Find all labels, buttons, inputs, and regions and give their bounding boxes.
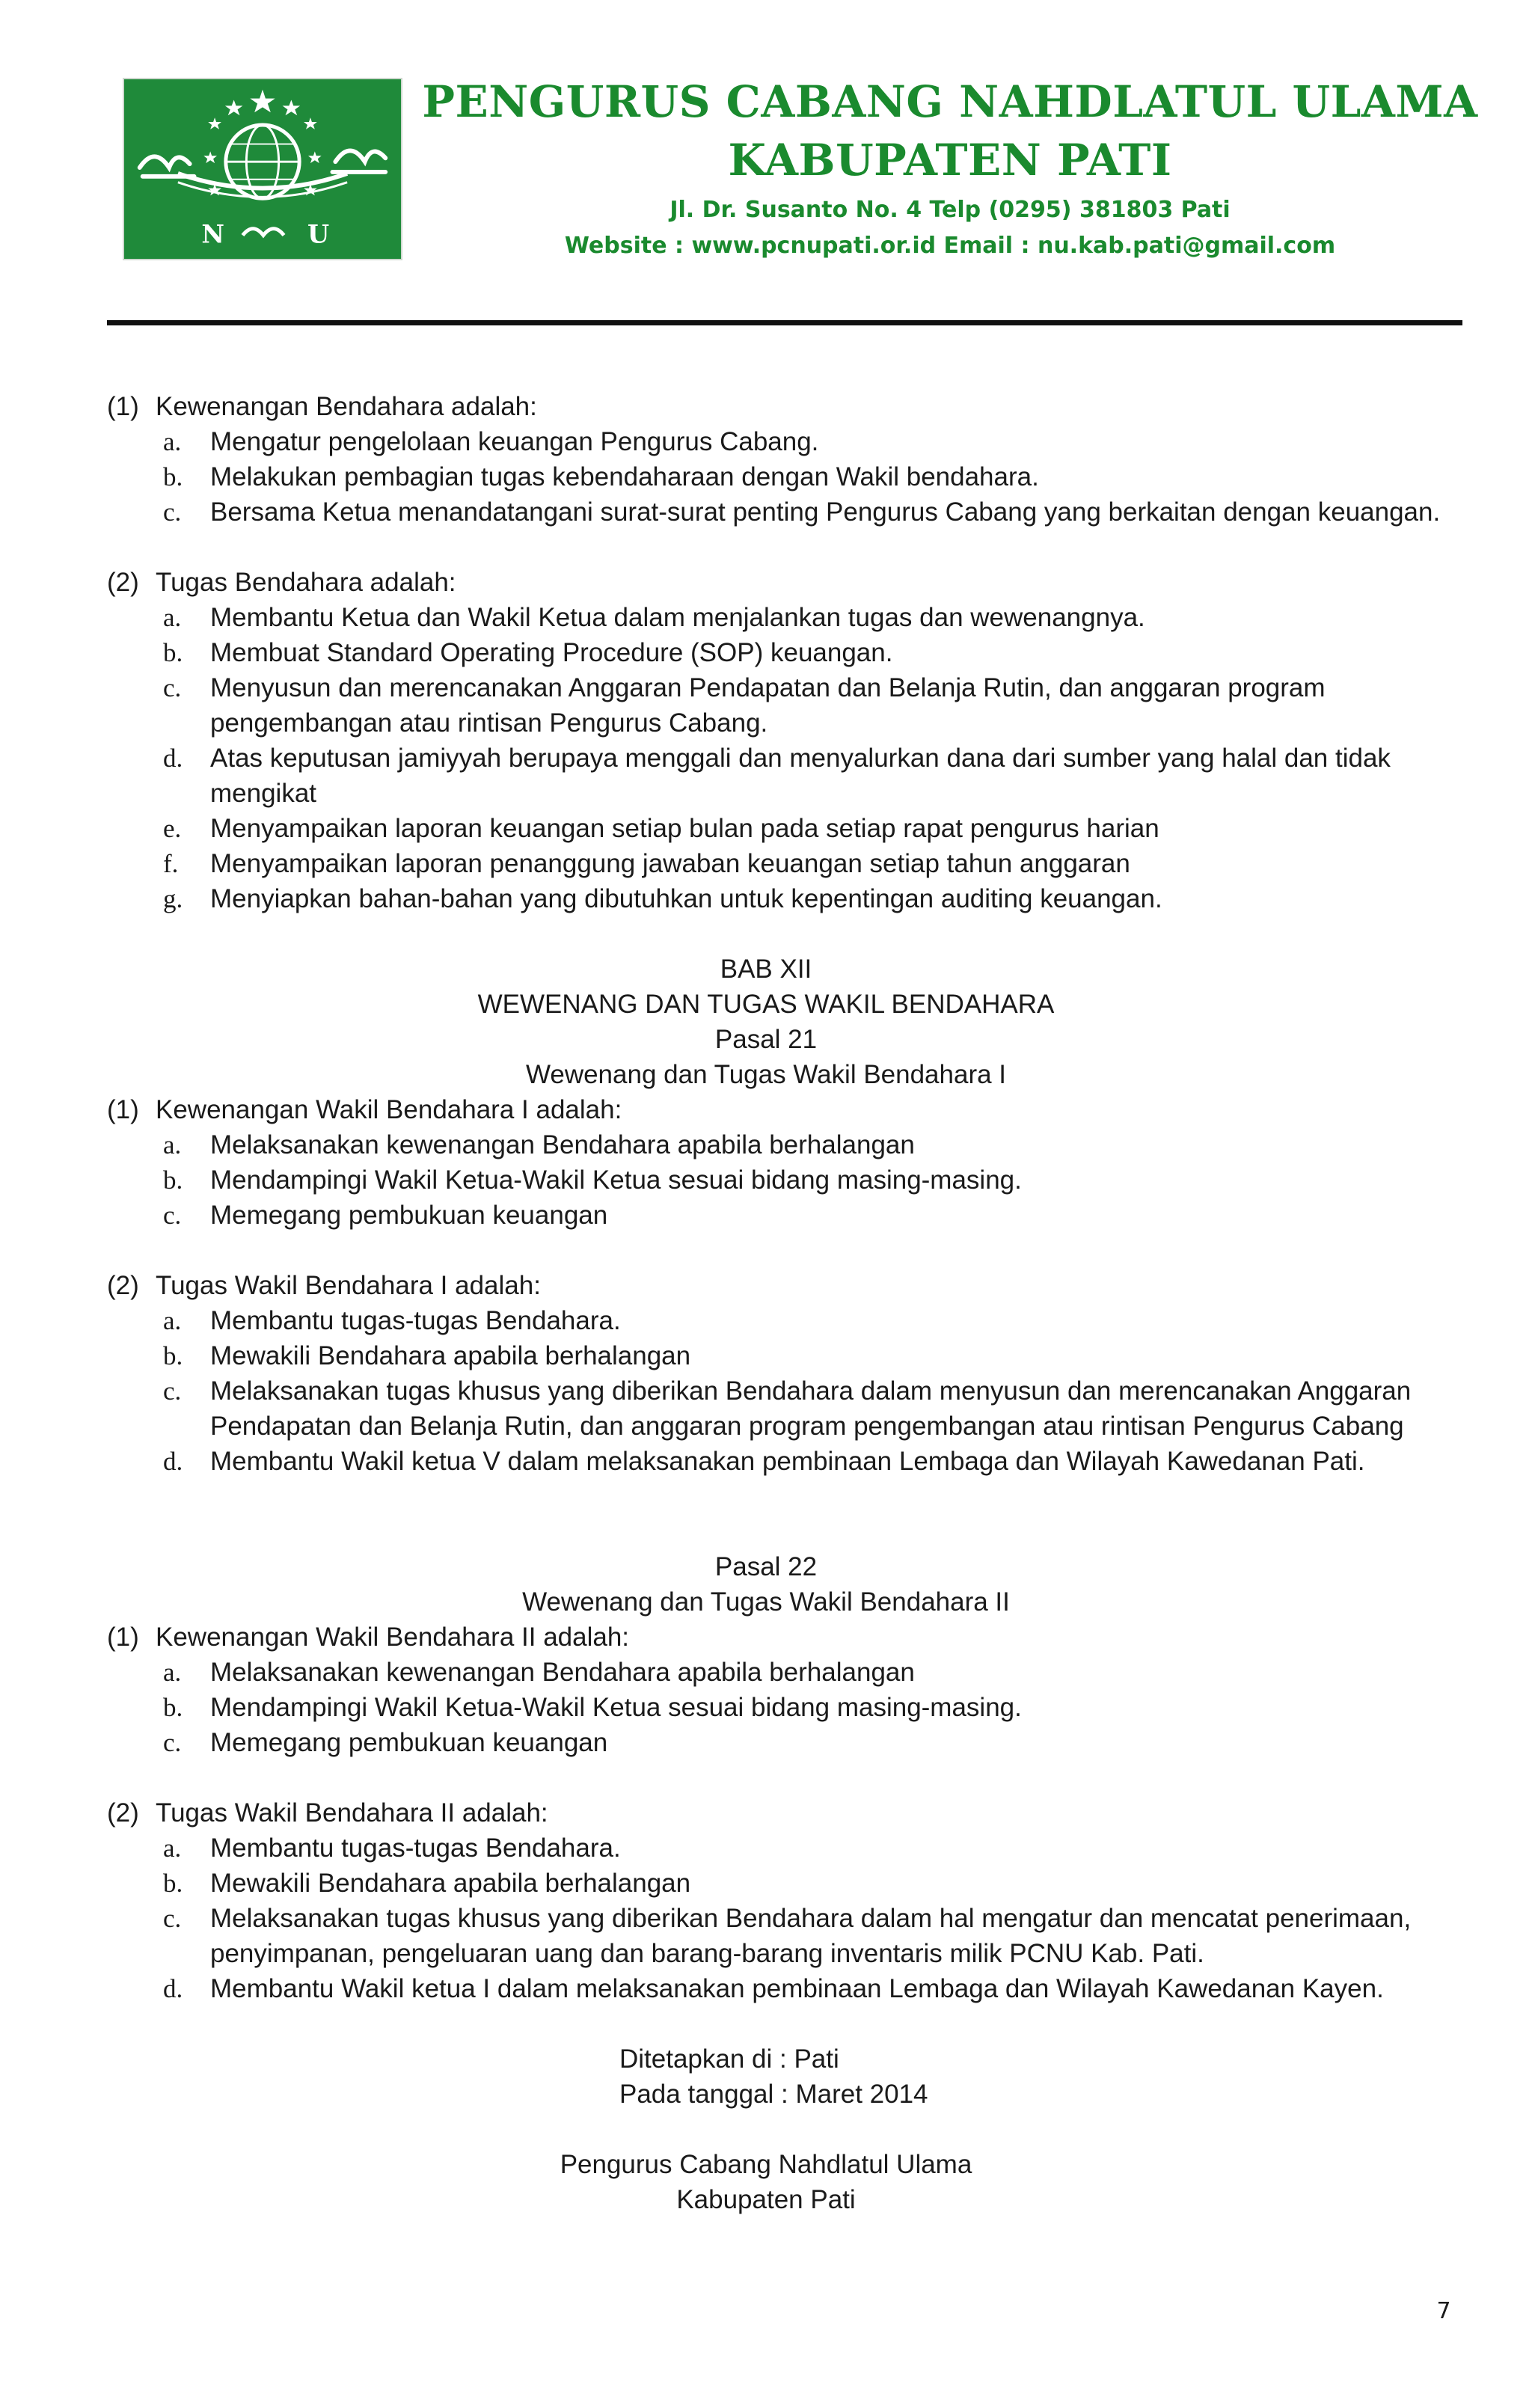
list-letter: a. xyxy=(163,603,182,632)
list-letter: g. xyxy=(163,884,183,913)
list-text: Membantu Wakil ketua I dalam melaksanakan pembinaan Lembaga dan Wilayah Kawedanan Kayen. xyxy=(210,1974,1384,2003)
list-letter: c. xyxy=(163,1728,182,1757)
signatory-org-line1: Pengurus Cabang Nahdlatul Ulama xyxy=(560,2150,972,2179)
list-text: Membantu tugas-tugas Bendahara. xyxy=(210,1833,621,1863)
list-item xyxy=(0,670,1532,741)
section-heading xyxy=(0,1795,1532,1830)
section-number: (1) xyxy=(107,1095,139,1124)
org-title-line2: KABUPATEN PATI xyxy=(728,135,1172,186)
list-letter: b. xyxy=(163,462,183,491)
section-heading xyxy=(0,565,1532,600)
list-text: Mengatur pengelolaan keuangan Pengurus Cabang. xyxy=(210,427,819,456)
list-text: Membantu Ketua dan Wakil Ketua dalam menjalankan tugas dan wewenangnya. xyxy=(210,603,1145,632)
list-item xyxy=(0,635,1532,670)
list-item xyxy=(0,600,1532,635)
place-line: Ditetapkan di : Pati xyxy=(619,2044,839,2074)
document-body xyxy=(0,389,1532,2217)
list-letter: e. xyxy=(163,814,182,843)
section-heading xyxy=(0,1092,1532,1127)
section-title: Tugas Bendahara adalah: xyxy=(156,568,456,597)
list-letter: c. xyxy=(163,497,182,527)
list-item xyxy=(0,1303,1532,1338)
section-number: (2) xyxy=(107,568,139,597)
list-item xyxy=(0,424,1532,459)
list-text: Melakukan pembagian tugas kebendaharaan dengan Wakil bendahara. xyxy=(210,462,1039,491)
section-heading xyxy=(0,1620,1532,1655)
list-letter: b. xyxy=(163,638,183,667)
section-number: (1) xyxy=(107,1623,139,1652)
list-item xyxy=(0,881,1532,916)
list-item xyxy=(0,741,1532,811)
chapter-label: BAB XII xyxy=(720,955,812,984)
list-item xyxy=(0,1655,1532,1690)
section-title: Kewenangan Wakil Bendahara II adalah: xyxy=(156,1623,630,1652)
section-number: (1) xyxy=(107,392,139,421)
list-letter: c. xyxy=(163,1376,182,1406)
section-number: (2) xyxy=(107,1271,139,1300)
section-title: Kewenangan Bendahara adalah: xyxy=(156,392,537,421)
list-letter: a. xyxy=(163,1833,182,1863)
list-item xyxy=(0,1127,1532,1162)
list-text: Menyampaikan laporan penanggung jawaban keuangan setiap tahun anggaran xyxy=(210,849,1130,878)
list-text: Melaksanakan kewenangan Bendahara apabila berhalangan xyxy=(210,1658,915,1687)
list-item xyxy=(0,1198,1532,1233)
list-text: Menyiapkan bahan-bahan yang dibutuhkan untuk kepentingan auditing keuangan. xyxy=(210,884,1162,913)
list-letter: d. xyxy=(163,1447,183,1476)
section-number: (2) xyxy=(107,1798,139,1828)
list-letter: b. xyxy=(163,1693,183,1722)
list-text: Memegang pembukuan keuangan xyxy=(210,1201,608,1230)
list-item xyxy=(0,1866,1532,1901)
list-item xyxy=(0,1338,1532,1373)
section-title: Tugas Wakil Bendahara II adalah: xyxy=(156,1798,548,1828)
list-letter: c. xyxy=(163,1201,182,1230)
org-address: Jl. Dr. Susanto No. 4 Telp (0295) 381803 Pati xyxy=(670,197,1231,223)
list-letter: c. xyxy=(163,1904,182,1933)
nu-emblem-icon xyxy=(124,79,401,259)
section-heading xyxy=(0,389,1532,424)
list-text: Mewakili Bendahara apabila berhalangan xyxy=(210,1869,691,1898)
logo-letter-n: N xyxy=(201,219,224,249)
list-item xyxy=(0,1373,1532,1444)
org-title-line1: PENGURUS CABANG NAHDLATUL ULAMA xyxy=(422,76,1478,127)
list-text: Mewakili Bendahara apabila berhalangan xyxy=(210,1341,691,1370)
list-letter: a. xyxy=(163,427,182,456)
list-text: Melaksanakan tugas khusus yang diberikan Bendahara dalam menyusun dan merencanakan Anggaran Pendapatan dan Belanja Rutin, dan anggaran program pengembangan atau rintisan Pengurus Cabang xyxy=(210,1376,1412,1441)
list-letter: a. xyxy=(163,1130,182,1159)
list-text: Memegang pembukuan keuangan xyxy=(210,1728,608,1757)
nu-logo xyxy=(123,78,402,260)
list-text: Membantu tugas-tugas Bendahara. xyxy=(210,1306,621,1335)
list-text: Bersama Ketua menandatangani surat-surat penting Pengurus Cabang yang berkaitan dengan keuangan. xyxy=(210,497,1441,527)
header-divider xyxy=(107,320,1462,325)
list-text: Mendampingi Wakil Ketua-Wakil Ketua sesuai bidang masing-masing. xyxy=(210,1693,1022,1722)
signatory-org-line2: Kabupaten Pati xyxy=(676,2185,856,2214)
list-text: Melaksanakan tugas khusus yang diberikan Bendahara dalam hal mengatur dan mencatat penerimaan, penyimpanan, pengeluaran uang dan barang-barang inventaris milik PCNU Kab. Pati. xyxy=(210,1904,1412,1968)
section-title: Tugas Wakil Bendahara I adalah: xyxy=(156,1271,541,1300)
list-item xyxy=(0,1725,1532,1760)
list-letter: b. xyxy=(163,1869,183,1898)
list-item xyxy=(0,459,1532,494)
page-number: 7 xyxy=(1436,2298,1451,2324)
section-title: Kewenangan Wakil Bendahara I adalah: xyxy=(156,1095,622,1124)
list-letter: a. xyxy=(163,1658,182,1687)
list-item xyxy=(0,846,1532,881)
list-item xyxy=(0,494,1532,530)
list-letter: a. xyxy=(163,1306,182,1335)
list-text: Melaksanakan kewenangan Bendahara apabila berhalangan xyxy=(210,1130,915,1159)
list-item xyxy=(0,1444,1532,1479)
article-title: Wewenang dan Tugas Wakil Bendahara I xyxy=(525,1060,1007,1089)
logo-letter-u: U xyxy=(307,219,330,249)
list-text: Atas keputusan jamiyyah berupaya menggali dan menyalurkan dana dari sumber yang halal dan tidak mengikat xyxy=(210,744,1391,808)
section-heading xyxy=(0,1268,1532,1303)
list-letter: d. xyxy=(163,744,183,773)
list-letter: d. xyxy=(163,1974,183,2003)
org-contact: Website : www.pcnupati.or.id Email : nu.kab.pati@gmail.com xyxy=(564,233,1336,259)
list-text: Mendampingi Wakil Ketua-Wakil Ketua sesuai bidang masing-masing. xyxy=(210,1165,1022,1195)
list-letter: b. xyxy=(163,1165,183,1195)
article-label: Pasal 21 xyxy=(714,1025,818,1054)
article-label: Pasal 22 xyxy=(714,1552,818,1581)
article-title: Wewenang dan Tugas Wakil Bendahara II xyxy=(522,1587,1010,1617)
list-item xyxy=(0,1690,1532,1725)
list-text: Membuat Standard Operating Procedure (SOP) keuangan. xyxy=(210,638,893,667)
list-item xyxy=(0,1901,1532,1971)
list-letter: c. xyxy=(163,673,182,702)
list-letter: f. xyxy=(163,849,179,878)
list-letter: b. xyxy=(163,1341,183,1370)
list-text: Menyampaikan laporan keuangan setiap bulan pada setiap rapat pengurus harian xyxy=(210,814,1159,843)
list-item xyxy=(0,1971,1532,2006)
list-text: Membantu Wakil ketua V dalam melaksanakan pembinaan Lembaga dan Wilayah Kawedanan Pati. xyxy=(210,1447,1365,1476)
list-text: Menyusun dan merencanakan Anggaran Pendapatan dan Belanja Rutin, dan anggaran program pengembangan atau rintisan Pengurus Cabang. xyxy=(210,673,1326,738)
date-line: Pada tanggal : Maret 2014 xyxy=(619,2080,928,2109)
list-item xyxy=(0,811,1532,846)
list-item xyxy=(0,1162,1532,1198)
list-item xyxy=(0,1830,1532,1866)
chapter-title: WEWENANG DAN TUGAS WAKIL BENDAHARA xyxy=(477,990,1055,1019)
